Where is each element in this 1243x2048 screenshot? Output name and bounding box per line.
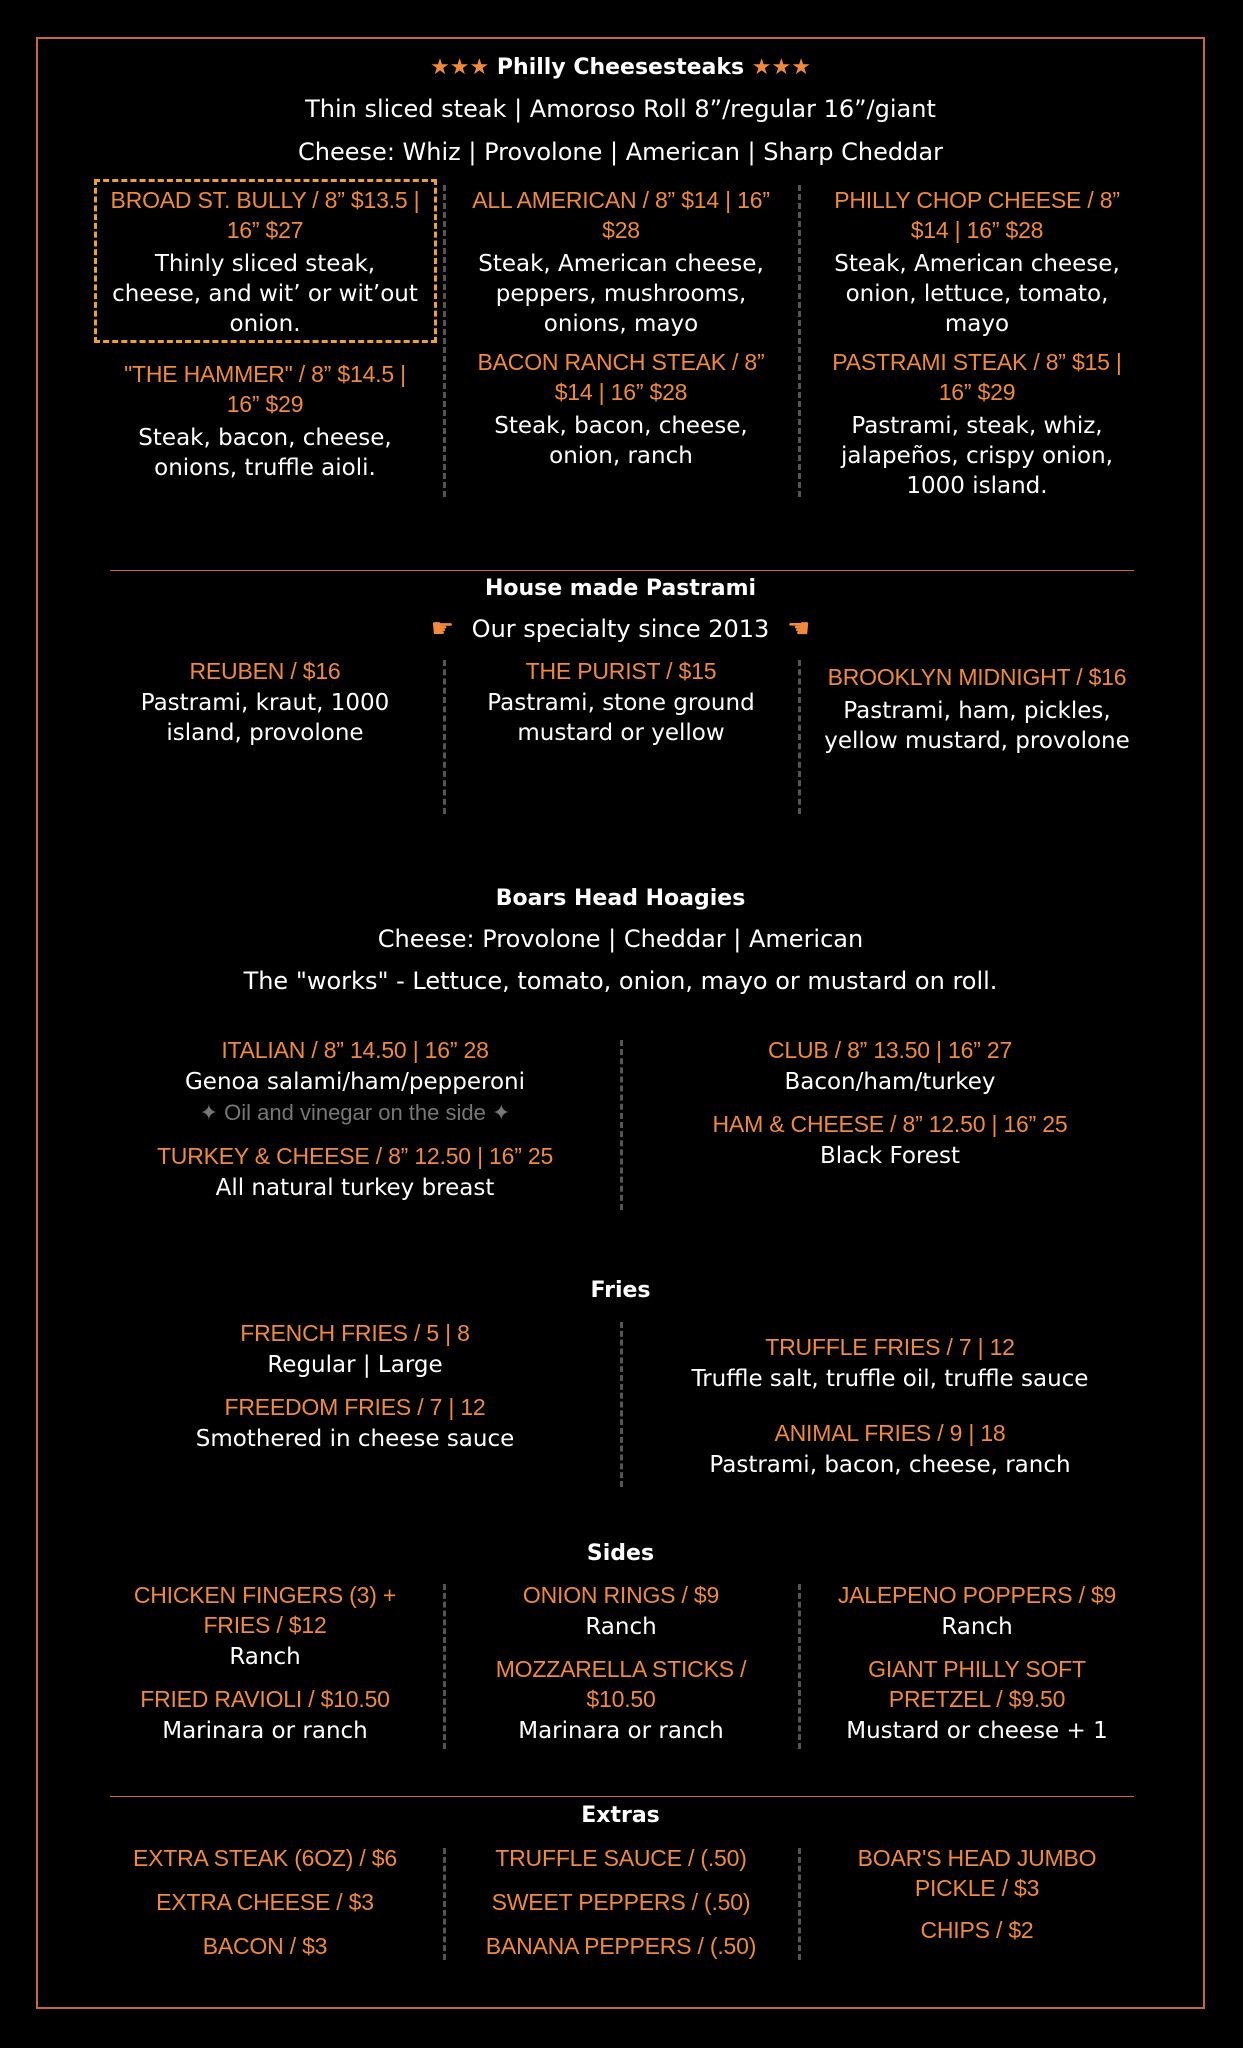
cheesesteaks-col3 (820, 185, 1134, 501)
column-divider (798, 1848, 801, 1960)
extras-col3 (820, 1843, 1134, 1945)
pastrami-tagline-row (36, 614, 1205, 644)
hoagies-right-col (645, 1035, 1135, 1171)
fries-left-col (110, 1318, 600, 1454)
pastrami-col2 (465, 656, 777, 748)
stars-left-icon: ★★★ (430, 55, 490, 80)
item-desc: Ranch (941, 1614, 1013, 1640)
item-name: REUBEN / $16 (189, 658, 341, 684)
item-desc: Regular | Large (267, 1352, 443, 1378)
extra-item: CHIPS / $2 (920, 1917, 1034, 1943)
cheesesteaks-title: Philly Cheesesteaks (496, 55, 745, 80)
item-desc: Smothered in cheese sauce (195, 1426, 515, 1452)
extra-item: SWEET PEPPERS / (.50) (491, 1889, 751, 1915)
column-divider (798, 660, 801, 814)
item-name: TRUFFLE FRIES / 7 | 12 (765, 1334, 1015, 1360)
item-desc: Genoa salami/ham/pepperoni (184, 1069, 526, 1095)
item-name: ONION RINGS / $9 (522, 1582, 720, 1608)
item-name: GIANT PHILLY SOFT PRETZEL / $9.50 (868, 1656, 1086, 1712)
hoagies-left-col (110, 1035, 600, 1203)
hand-right-pointing-icon: ☛ (430, 614, 455, 644)
item-desc: Ranch (229, 1644, 301, 1670)
extra-item: EXTRA STEAK (6OZ) / $6 (132, 1845, 397, 1871)
cheesesteaks-header (36, 54, 1205, 82)
item-desc: Pastrami, stone ground mustard or yellow (487, 690, 755, 746)
extra-item: EXTRA CHEESE / $3 (156, 1889, 374, 1915)
hoagies-works: The "works" - Lettuce, tomato, onion, mayo or mustard on roll. (243, 967, 998, 995)
extra-item: BANANA PEPPERS / (.50) (485, 1933, 757, 1959)
item-name: TURKEY & CHEESE / 8” 12.50 | 16” 25 (156, 1143, 554, 1169)
pastrami-col3 (820, 662, 1134, 756)
item-name: HAM & CHEESE / 8” 12.50 | 16” 25 (712, 1111, 1068, 1137)
cheesesteaks-col1 (110, 185, 420, 483)
extras-col2 (465, 1843, 777, 1961)
item-desc: Mustard or cheese + 1 (846, 1718, 1108, 1744)
item-name: PASTRAMI STEAK / 8” $15 | 16” $29 (832, 349, 1122, 405)
item-desc: Steak, bacon, cheese, onion, ranch (494, 413, 748, 469)
sides-col1 (110, 1580, 420, 1746)
hoagies-title: Boars Head Hoagies (495, 886, 746, 911)
item-desc: Marinara or ranch (162, 1718, 368, 1744)
stars-right-icon: ★★★ (751, 55, 811, 80)
item-desc: Steak, bacon, cheese, onions, truffle aioli. (138, 425, 392, 481)
pastrami-col1 (110, 656, 420, 748)
item-name: ITALIAN / 8” 14.50 | 16” 28 (221, 1037, 489, 1063)
extra-item: TRUFFLE SAUCE / (.50) (495, 1845, 747, 1871)
fries-title: Fries (590, 1278, 651, 1303)
extras-title: Extras (581, 1803, 660, 1828)
item-name: FREEDOM FRIES / 7 | 12 (224, 1394, 486, 1420)
item-desc: Pastrami, kraut, 1000 island, provolone (140, 690, 390, 746)
item-name: MOZZARELLA STICKS / $10.50 (495, 1656, 747, 1712)
item-name: BACON RANCH STEAK / 8” $14 | 16” $28 (477, 349, 765, 405)
section-divider (110, 1796, 1134, 1797)
item-desc: Black Forest (819, 1143, 961, 1169)
item-name: ANIMAL FRIES / 9 | 18 (774, 1420, 1006, 1446)
item-desc: Bacon/ham/turkey (784, 1069, 996, 1095)
item-desc: Steak, American cheese, onion, lettuce, tomato, mayo (834, 251, 1120, 337)
cheesesteaks-cheese: Cheese: Whiz | Provolone | American | Sharp Cheddar (298, 138, 943, 166)
column-divider (620, 1322, 623, 1487)
hoagies-cheese: Cheese: Provolone | Cheddar | American (377, 925, 864, 953)
item-name: THE PURIST / $15 (525, 658, 717, 684)
cheesesteaks-col2 (465, 185, 777, 471)
item-desc: All natural turkey breast (215, 1175, 495, 1201)
item-desc: Ranch (585, 1614, 657, 1640)
section-divider (110, 570, 1134, 571)
item-name: JALEPENO POPPERS / $9 (837, 1582, 1117, 1608)
item-name: BROAD ST. BULLY / 8” $13.5 | 16” $27 (110, 187, 420, 243)
item-name: CLUB / 8” 13.50 | 16” 27 (767, 1037, 1013, 1063)
column-divider (443, 1584, 446, 1749)
extra-item: BOAR'S HEAD JUMBO PICKLE / $3 (857, 1845, 1097, 1901)
cheesesteaks-title-row (36, 54, 1205, 82)
item-desc: Steak, American cheese, peppers, mushrooms, onions, mayo (478, 251, 764, 337)
item-name: CHICKEN FINGERS (3) + FRIES / $12 (133, 1582, 397, 1638)
item-desc: Thinly sliced steak, cheese, and wit’ or wit’out onion. (112, 251, 418, 337)
fries-right-col (645, 1332, 1135, 1480)
item-desc: Pastrami, bacon, cheese, ranch (709, 1452, 1071, 1478)
item-desc: Pastrami, steak, whiz, jalapeños, crispy onion, 1000 island. (841, 413, 1113, 499)
column-divider (798, 1584, 801, 1749)
cheesesteaks-subtitle: Thin sliced steak | Amoroso Roll 8”/regular 16”/giant (305, 95, 936, 123)
item-name: BROOKLYN MIDNIGHT / $16 (827, 664, 1127, 690)
extras-col1 (110, 1843, 420, 1961)
item-name: "THE HAMMER" / 8” $14.5 | 16” $29 (124, 361, 406, 417)
column-divider (620, 1040, 623, 1210)
extra-item: BACON / $3 (202, 1933, 328, 1959)
sides-col3 (820, 1580, 1134, 1746)
hand-left-pointing-icon: ☚ (786, 614, 811, 644)
sides-col2 (465, 1580, 777, 1746)
column-divider (443, 660, 446, 814)
item-desc: Pastrami, ham, pickles, yellow mustard, provolone (824, 698, 1130, 754)
item-name: FRENCH FRIES / 5 | 8 (240, 1320, 470, 1346)
item-name: ALL AMERICAN / 8” $14 | 16” $28 (472, 187, 770, 243)
item-name: FRIED RAVIOLI / $10.50 (140, 1686, 390, 1712)
column-divider (443, 185, 446, 497)
item-name: PHILLY CHOP CHEESE / 8” $14 | 16” $28 (834, 187, 1120, 243)
sides-title: Sides (586, 1541, 655, 1566)
pastrami-tagline: Our specialty since 2013 (471, 615, 770, 643)
item-desc: Truffle salt, truffle oil, truffle sauce (691, 1366, 1089, 1392)
column-divider (443, 1848, 446, 1960)
pastrami-title: House made Pastrami (484, 576, 757, 601)
column-divider (798, 185, 801, 497)
item-desc: Marinara or ranch (518, 1718, 724, 1744)
hoagies-note: ✦ Oil and vinegar on the side ✦ (199, 1100, 511, 1125)
